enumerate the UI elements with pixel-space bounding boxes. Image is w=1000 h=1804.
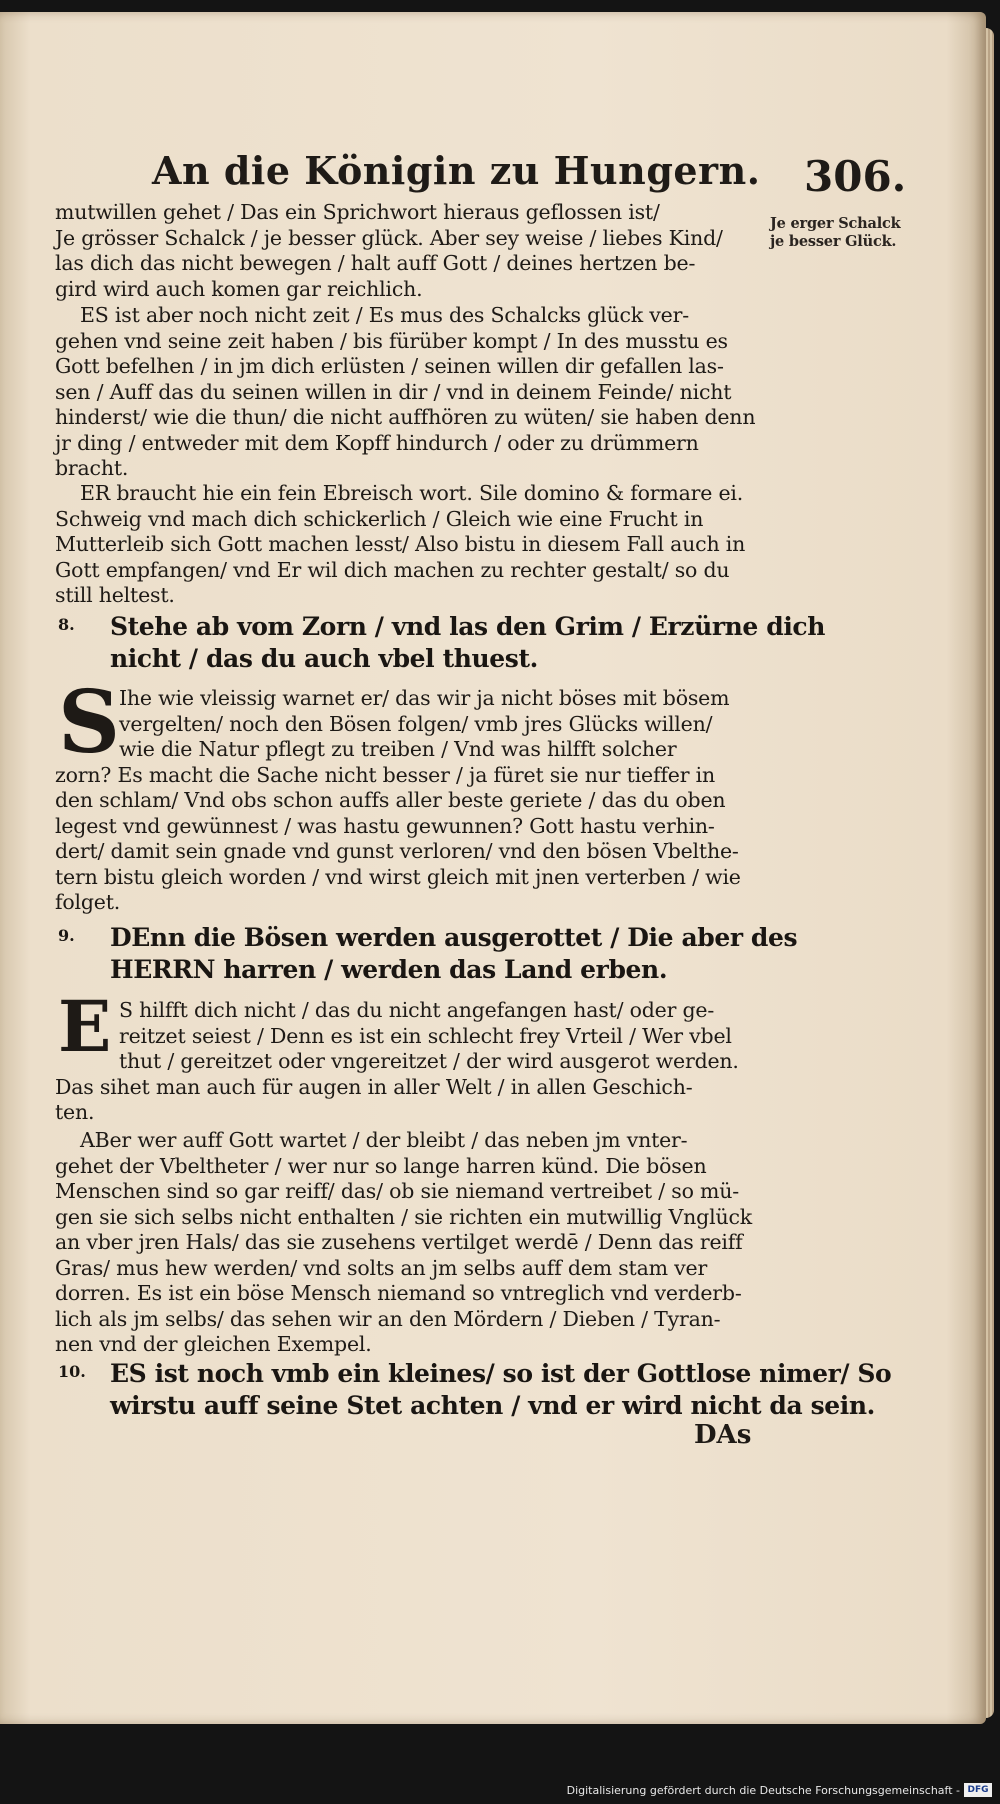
verse-number: 10. xyxy=(58,1362,86,1381)
text-line: bracht. xyxy=(55,456,129,480)
digitization-credit xyxy=(567,1781,992,1799)
paragraph-1 xyxy=(55,200,775,302)
text-line: Gras/ mus hew werden/ vnd solts an jm selbs auff dem stam ver xyxy=(55,1255,708,1280)
text-line: Gott befelhen / in jm dich erlüsten / seinen willen dir gefallen las- xyxy=(55,354,724,378)
dfg-logo-icon: DFG xyxy=(964,1783,992,1797)
text-line: den schlam/ Vnd obs schon auffs aller beste geriete / das du oben xyxy=(55,788,726,812)
text-line: ABer wer auff Gott wartet / der bleibt / das neben jm vnter- xyxy=(80,1128,688,1152)
running-title: An die Königin zu Hungern. xyxy=(152,148,761,193)
text-line: tern bistu gleich worden / vnd wirst gleich mit jnen verterben / wie xyxy=(55,864,741,889)
text-line: Ihe wie vleissig warnet er/ das wir ja nicht böses mit bösem xyxy=(119,686,730,710)
verse-8 xyxy=(55,611,826,675)
text-line: an vber jren Hals/ das sie zusehens vertilget werdē / Denn das reiff xyxy=(55,1230,743,1254)
text-line: dert/ damit sein gnade vnd gunst verloren/ vnd den bösen Vbelthe- xyxy=(55,839,739,863)
text-line: Das sihet man auch für augen in aller Welt / in allen Geschich- xyxy=(55,1074,693,1099)
text-line: still heltest. xyxy=(55,583,175,607)
text-line: hinderst/ wie die thun/ die nicht auffhören zu wüten/ sie haben denn xyxy=(55,405,756,429)
verse-line: wirstu auff seine Stet achten / vnd er wird nicht da sein. xyxy=(110,1391,875,1420)
text-line: legest vnd gewünnest / was hastu gewunnen? Gott hastu verhin- xyxy=(55,813,715,838)
text-line: lich als jm selbs/ das sehen wir an den Mördern / Dieben / Tyran- xyxy=(55,1306,721,1331)
text-line: thut / gereitzet oder vngereitzet / der wird ausgerot werden. xyxy=(119,1049,739,1073)
text-line: jr ding / entweder mit dem Kopff hindurch / oder zu drümmern xyxy=(55,430,699,455)
text-line: vergelten/ noch den Bösen folgen/ vmb jres Glücks willen/ xyxy=(119,711,713,736)
drop-capital: S xyxy=(58,672,121,773)
text-line: Mutterleib sich Gott machen lesst/ Also bistu in diesem Fall auch in xyxy=(55,532,746,556)
paragraph-4 xyxy=(55,686,775,916)
catchword: DAs xyxy=(694,1420,752,1450)
marginal-gloss xyxy=(770,215,910,251)
paragraph-5 xyxy=(55,998,775,1126)
paragraph-3 xyxy=(55,481,775,609)
text-line: wie die Natur pflegt zu treiben / Vnd was hilfft solcher xyxy=(119,737,677,761)
text-line: ER braucht hie ein fein Ebreisch wort. Sile domino & formare ei. xyxy=(80,481,744,505)
credit-text: Digitalisierung gefördert durch die Deutsche Forschungsgemeinschaft - xyxy=(566,1783,960,1797)
gloss-line: Je erger Schalck xyxy=(770,215,901,232)
drop-capital: E xyxy=(58,985,112,1068)
text-line: mutwillen gehet / Das ein Sprichwort hieraus geflossen ist/ xyxy=(55,200,660,224)
paragraph-2 xyxy=(55,303,775,482)
verse-line: Stehe ab vom Zorn / vnd las den Grim / Erzürne dich xyxy=(110,612,826,641)
paragraph-6 xyxy=(55,1128,775,1358)
text-line: Gott empfangen/ vnd Er wil dich machen zu rechter gestalt/ so du xyxy=(55,557,730,582)
verse-line: ES ist noch vmb ein kleines/ so ist der Gottlose nimer/ So xyxy=(110,1359,892,1388)
text-line: nen vnd der gleichen Exempel. xyxy=(55,1332,372,1356)
text-line: las dich das nicht bewegen / halt auff Gott / deines hertzen be- xyxy=(55,251,696,275)
text-line: Menschen sind so gar reiff/ das/ ob sie niemand vertreibet / so mü- xyxy=(55,1179,740,1203)
verse-number: 9. xyxy=(58,926,75,945)
text-line: folget. xyxy=(55,890,121,914)
text-line: zorn? Es macht die Sache nicht besser / ja füret sie nur tieffer in xyxy=(55,762,715,787)
text-line: gehet der Vbeltheter / wer nur so lange harren künd. Die bösen xyxy=(55,1153,707,1178)
text-line: gen sie sich selbs nicht enthalten / sie richten ein mutwillig Vnglück xyxy=(55,1204,752,1229)
text-line: ten. xyxy=(55,1100,95,1124)
gloss-line: je besser Glück. xyxy=(770,233,897,250)
folio-number: 306. xyxy=(804,152,907,201)
verse-number: 8. xyxy=(58,615,75,634)
verse-line: HERRN harren / werden das Land erben. xyxy=(110,955,668,984)
verse-line: nicht / das du auch vbel thuest. xyxy=(110,644,538,673)
verse-9 xyxy=(55,922,798,986)
text-line: S hilfft dich nicht / das du nicht angefangen hast/ oder ge- xyxy=(119,998,715,1022)
text-line: gehen vnd seine zeit haben / bis fürüber kompt / In des musstu es xyxy=(55,328,728,353)
text-line: Je grösser Schalck / je besser glück. Aber sey weise / liebes Kind/ xyxy=(55,225,723,250)
verse-10 xyxy=(55,1358,892,1422)
text-line: ES ist aber noch nicht zeit / Es mus des Schalcks glück ver- xyxy=(80,303,689,327)
text-line: dorren. Es ist ein böse Mensch niemand so vntreglich vnd verderb- xyxy=(55,1281,742,1305)
text-line: gird wird auch komen gar reichlich. xyxy=(55,276,423,301)
text-line: Schweig vnd mach dich schickerlich / Gleich wie eine Frucht in xyxy=(55,506,704,531)
text-line: sen / Auff das du seinen willen in dir / vnd in deinem Feinde/ nicht xyxy=(55,379,732,404)
verse-line: DEnn die Bösen werden ausgerottet / Die aber des xyxy=(110,923,798,952)
text-line: reitzet seiest / Denn es ist ein schlecht frey Vrteil / Wer vbel xyxy=(119,1023,732,1048)
